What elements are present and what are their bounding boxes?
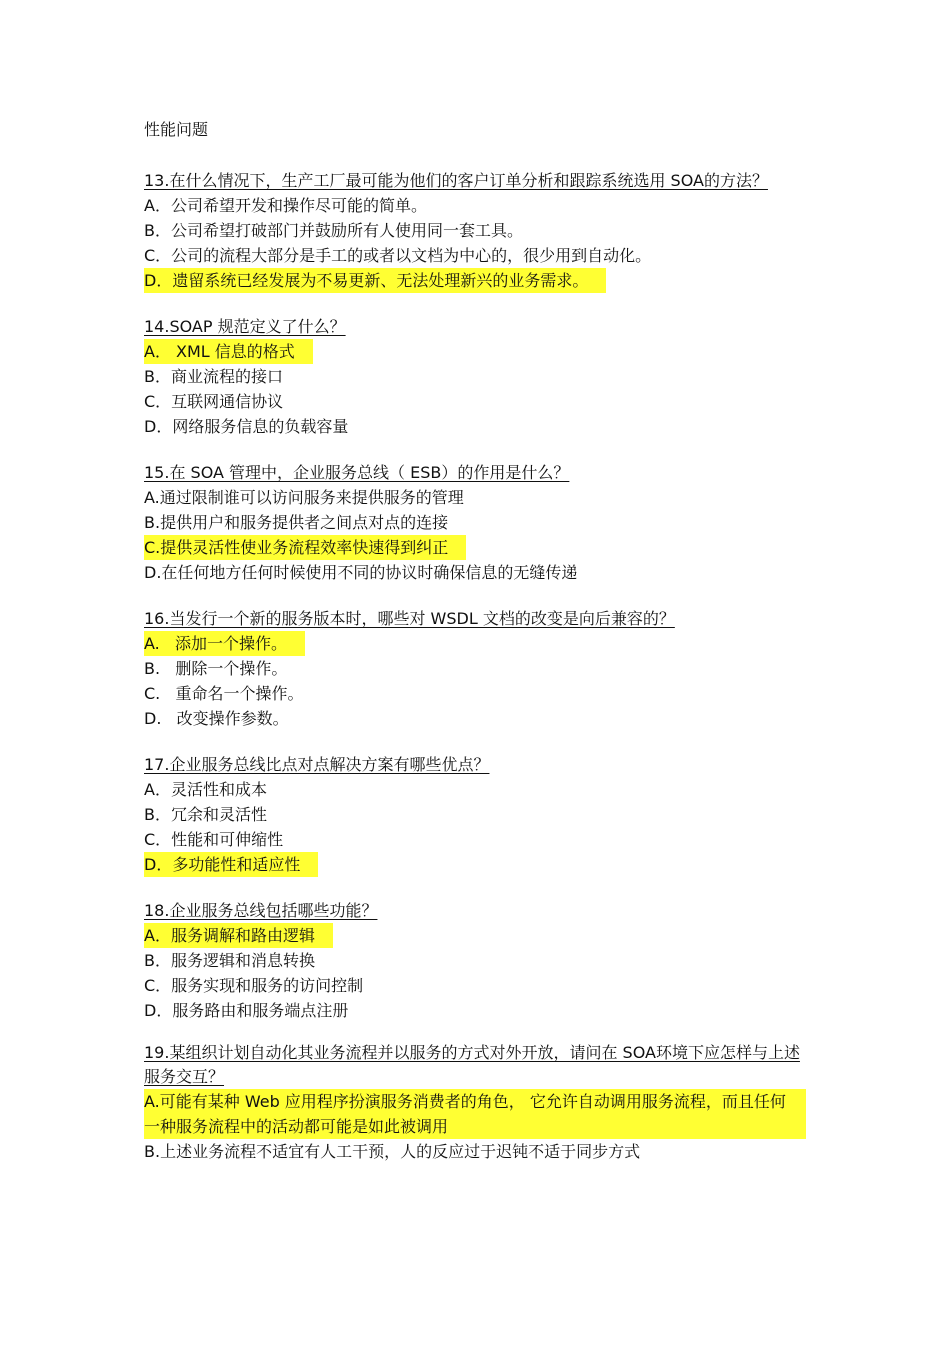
option-b [144,218,824,243]
option-d [144,560,824,585]
option-text: D．服务路由和服务端点注册 [144,1001,349,1020]
question-text [144,899,824,923]
option-text: B.上述业务流程不适宜有人工干预，人的反应过于迟钝不适于同步方式 [144,1142,641,1161]
section-title: 性能问题 [144,120,209,139]
option-d [144,414,824,439]
question-text: 19.某组织计划自动化其业务流程并以服务的方式对外开放，请问在 SOA环境下应怎样与上述服务交互？ [144,1043,800,1086]
option-c [144,389,824,414]
question-text [144,607,824,631]
option-c [144,681,824,706]
question-13 [144,169,824,293]
option-b [144,802,824,827]
question-19 [144,1041,824,1164]
option-a [144,485,824,510]
option-b [144,364,824,389]
answer-highlight: A. 添加一个操作。 [144,631,305,656]
answer-highlight: A.可能有某种 Web 应用程序扮演服务消费者的角色， 它允许自动调用服务流程，而且任何一种服务流程中的活动都可能是如此被调用 [144,1089,806,1139]
option-text: D.在任何地方任何时候使用不同的协议时确保信息的无缝传递 [144,563,578,582]
option-b [144,948,824,973]
question-text-span: 15.在 SOA 管理中，企业服务总线（ ESB）的作用是什么？ [144,463,570,482]
option-a [144,777,824,802]
option-d [144,706,824,731]
question-17 [144,753,824,877]
question-text [144,315,824,339]
question-15 [144,461,824,585]
option-a-answer [144,631,824,656]
document-body [144,118,824,1186]
option-text: B．公司希望打破部门并鼓励所有人使用同一套工具。 [144,221,523,240]
question-text [144,461,824,485]
option-d [144,998,824,1023]
option-text: C．公司的流程大部分是手工的或者以文档为中心的，很少用到自动化。 [144,246,652,265]
question-14 [144,315,824,439]
option-text: C．性能和可伸缩性 [144,830,284,849]
option-c [144,827,824,852]
option-a-answer [144,339,824,364]
option-text: A．公司希望开发和操作尽可能的简单。 [144,196,427,215]
answer-highlight: A．服务调解和路由逻辑 [144,923,333,948]
question-text-span: 17.企业服务总线比点对点解决方案有哪些优点？ [144,755,490,774]
option-text: D．网络服务信息的负载容量 [144,417,349,436]
option-b [144,656,824,681]
answer-highlight: D．多功能性和适应性 [144,852,318,877]
answer-highlight: A． XML 信息的格式 [144,339,313,364]
question-text: 13.在什么情况下，生产工厂最可能为他们的客户订单分析和跟踪系统选用 SOA的方法？ [144,171,768,190]
option-text: B．冗余和灵活性 [144,805,267,824]
option-text: D. 改变操作参数。 [144,709,289,728]
option-d-answer [144,268,824,293]
option-a-answer [144,923,824,948]
option-c [144,973,824,998]
option-text: A．灵活性和成本 [144,780,267,799]
question-text-span: 18.企业服务总线包括哪些功能？ [144,901,378,920]
option-text: C. 重命名一个操作。 [144,684,304,703]
question-text [144,753,824,777]
option-text: B．服务逻辑和消息转换 [144,951,315,970]
option-text: B．商业流程的接口 [144,367,283,386]
option-c [144,243,824,268]
option-text: A.通过限制谁可以访问服务来提供服务的管理 [144,488,464,507]
answer-highlight: C.提供灵活性使业务流程效率快速得到纠正 [144,535,466,560]
answer-highlight: D．遗留系统已经发展为不易更新、无法处理新兴的业务需求。 [144,268,606,293]
question-18 [144,899,824,1023]
option-text: C．互联网通信协议 [144,392,284,411]
question-16 [144,607,824,731]
option-a-answer [144,1089,824,1139]
option-a [144,193,824,218]
option-text: B. 删除一个操作。 [144,659,288,678]
option-d-answer [144,852,824,877]
question-text-span: 16.当发行一个新的服务版本时，哪些对 WSDL 文档的改变是向后兼容的？ [144,609,675,628]
option-text: C．服务实现和服务的访问控制 [144,976,364,995]
option-c-answer [144,535,824,560]
question-text-span: 14.SOAP 规范定义了什么？ [144,317,346,336]
option-b [144,1139,824,1164]
option-text: B.提供用户和服务提供者之间点对点的连接 [144,513,449,532]
option-b [144,510,824,535]
